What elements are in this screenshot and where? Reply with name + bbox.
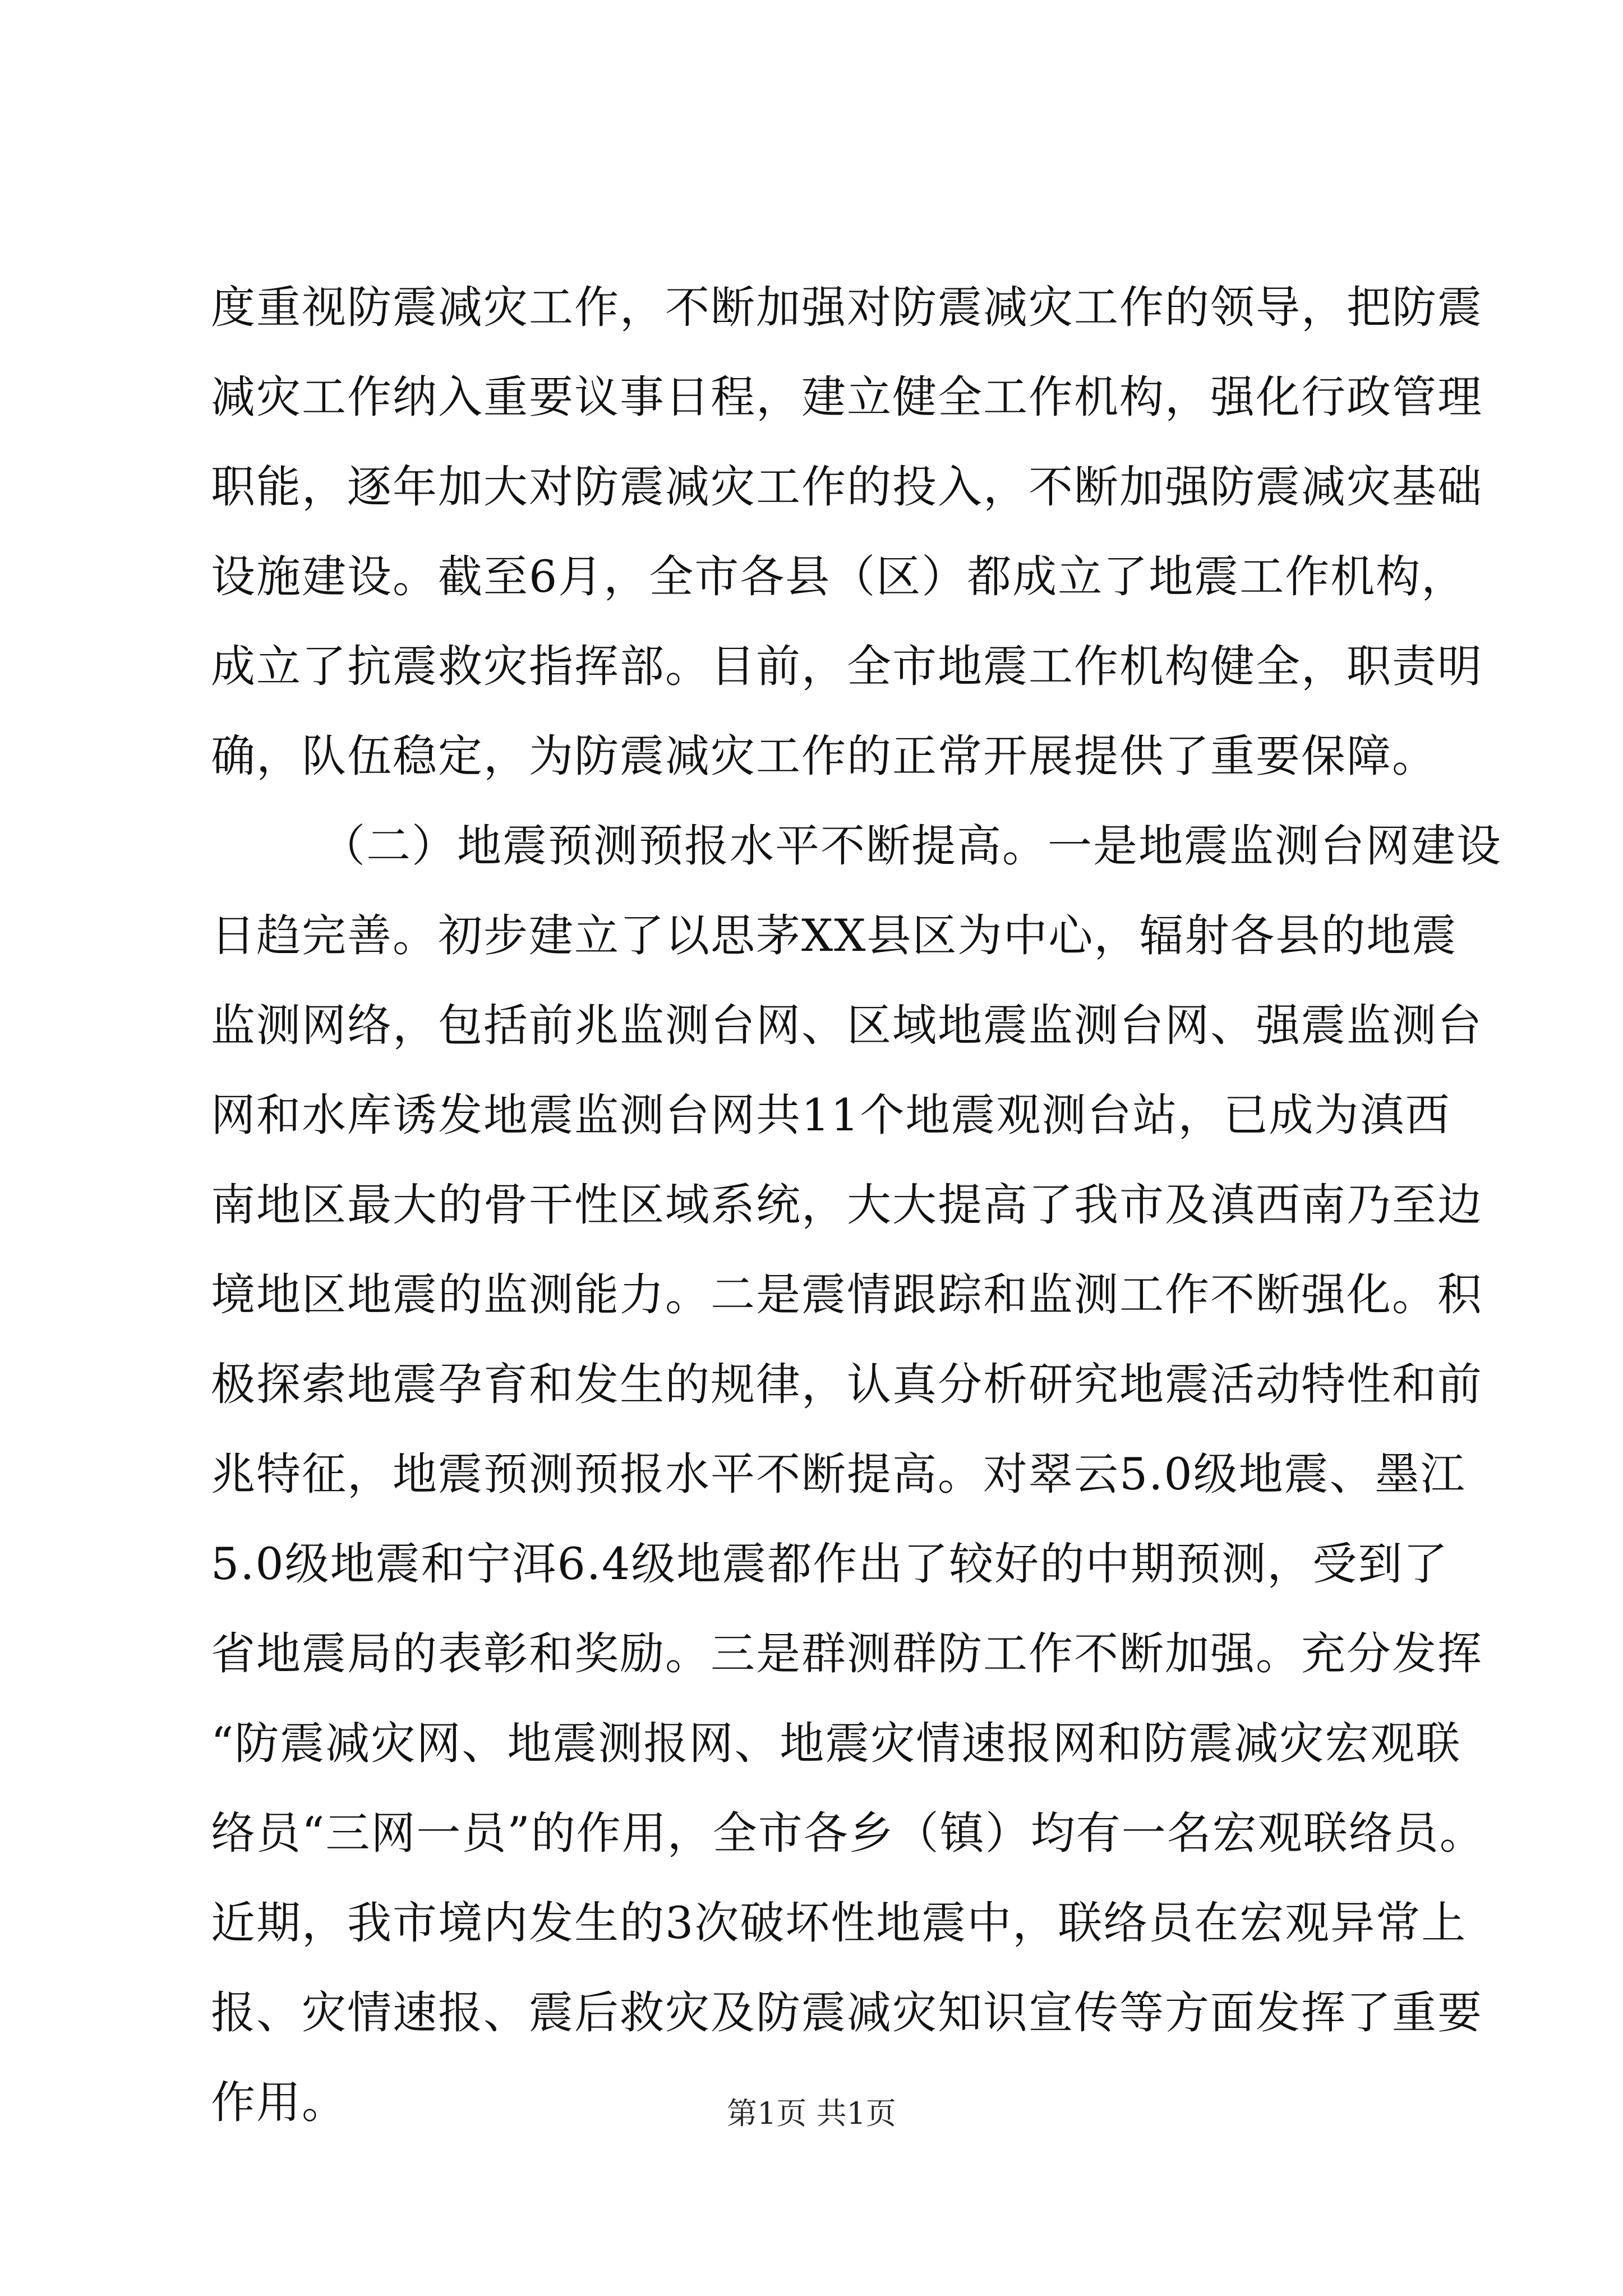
text-line: 监测网络，包括前兆监测台网、区域地震监测台网、强震监测台 <box>211 1000 1483 1051</box>
text-line: 网和水库诱发地震监测台网共11个地震观测台站，已成为滇西 <box>211 1089 1451 1141</box>
text-line: 作用。 <box>211 2077 347 2128</box>
text-line: 南地区最大的骨干性区域系统，大大提高了我市及滇西南乃至边 <box>211 1179 1483 1231</box>
text-line: 省地震局的表彰和奖励。三是群测群防工作不断加强。充分发挥 <box>211 1628 1483 1680</box>
text-line: “防震减灾网、地震测报网、地震灾情速报网和防震减灾宏观联 <box>211 1718 1461 1769</box>
text-line: 络员“三网一员”的作用，全市各乡（镇）均有一名宏观联络员。 <box>211 1807 1485 1859</box>
paragraph-1 <box>211 263 1483 801</box>
page-footer: 第1页 共1页 <box>727 2096 896 2131</box>
text-line: 兆特征，地震预测预报水平不断提高。对翠云5.0级地震、墨江 <box>211 1448 1466 1500</box>
text-line: 职能，逐年加大对防震减灾工作的投入，不断加强防震减灾基础 <box>211 461 1483 513</box>
text-line: 减灾工作纳入重要议事日程，建立健全工作机构，强化行政管理 <box>211 371 1483 423</box>
text-line: 确，队伍稳定，为防震减灾工作的正常开展提供了重要保障。 <box>211 730 1437 782</box>
text-line: （二）地震预测预报水平不断提高。一是地震监测台网建设 <box>321 820 1502 872</box>
text-line: 成立了抗震救灾指挥部。目前，全市地震工作机构健全，职责明 <box>211 641 1483 692</box>
text-line: 度重视防震减灾工作，不断加强对防震减灾工作的领导，把防震 <box>211 282 1483 333</box>
text-line: 境地区地震的监测能力。二是震情跟踪和监测工作不断强化。积 <box>211 1269 1483 1320</box>
paragraph-2 <box>211 801 1502 2147</box>
document-body <box>211 263 1502 2147</box>
text-line: 近期，我市境内发生的3次破坏性地震中，联络员在宏观异常上 <box>211 1897 1467 1949</box>
text-line: 极探索地震孕育和发生的规律，认真分析研究地震活动特性和前 <box>211 1359 1483 1410</box>
text-line: 5.0级地震和宁洱6.4级地震都作出了较好的中期预测，受到了 <box>211 1538 1449 1590</box>
text-line: 报、灾情速报、震后救灾及防震减灾知识宣传等方面发挥了重要 <box>211 1987 1483 2039</box>
text-line: 设施建设。截至6月，全市各县（区）都成立了地震工作机构， <box>211 551 1467 602</box>
text-line: 日趋完善。初步建立了以思茅XX县区为中心，辐射各县的地震 <box>211 910 1458 961</box>
